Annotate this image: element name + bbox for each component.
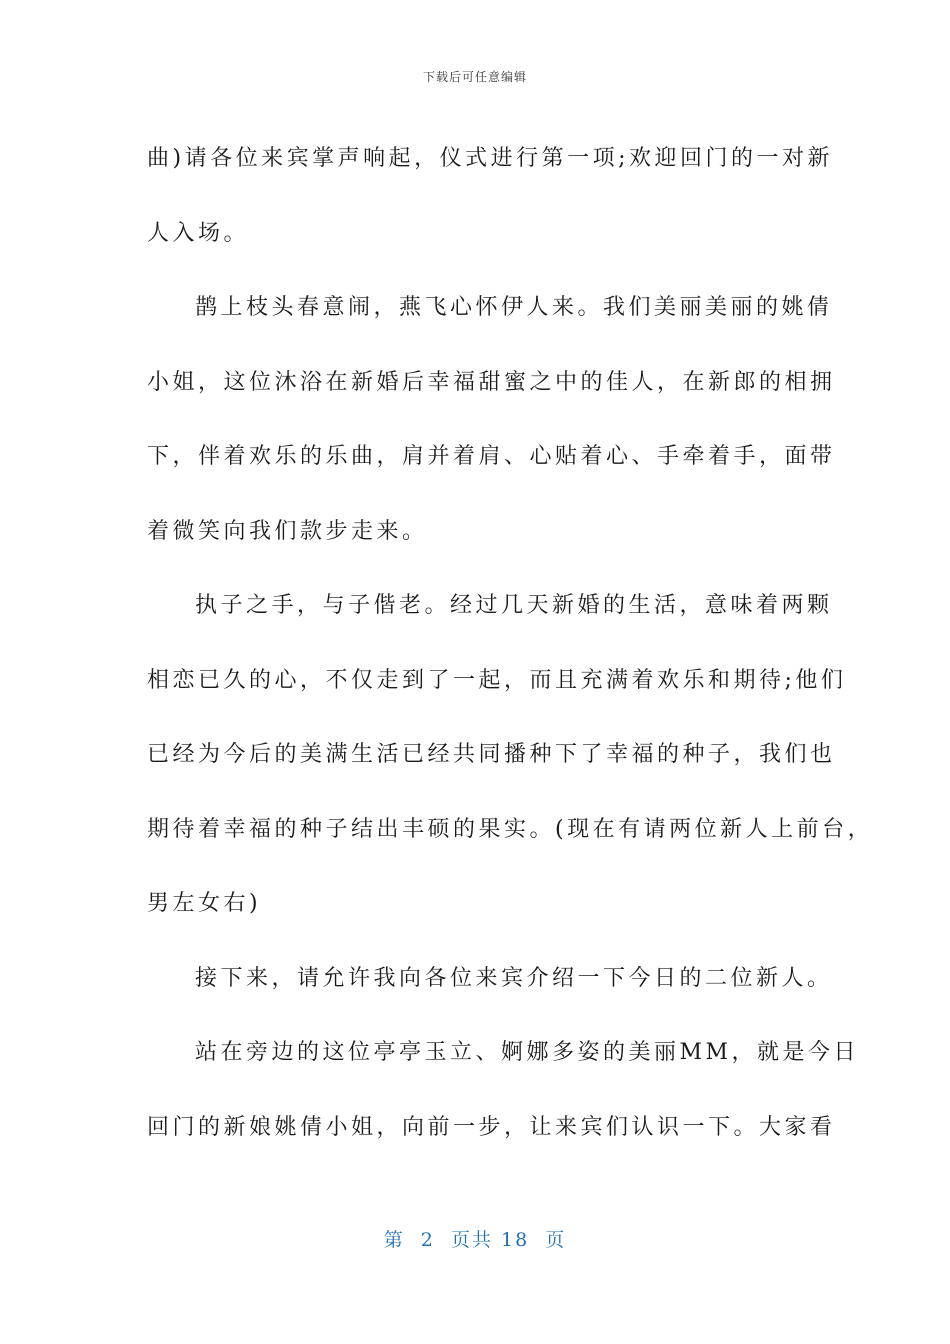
text-line: 执子之手，与子偕老。经过几天新婚的生活，意味着两颗 bbox=[195, 593, 833, 618]
text-line: 站在旁边的这位亭亭玉立、婀娜多姿的美丽MM，就是今日 bbox=[195, 1040, 860, 1065]
page-number-footer: 第 2 页共 18 页 bbox=[383, 1229, 567, 1251]
document-body bbox=[147, 122, 874, 1165]
text-line: 接下来，请允许我向各位来宾介绍一下今日的二位新人。 bbox=[195, 965, 833, 991]
text-line: 着微笑向我们款步走来。 bbox=[147, 518, 428, 544]
paragraph bbox=[147, 122, 833, 271]
paragraph bbox=[147, 569, 874, 942]
text-line: 期待着幸福的种子结出丰硕的果实。(现在有请两位新人上前台， bbox=[147, 816, 874, 842]
page-header: 下载后可任意编辑 bbox=[422, 70, 527, 84]
text-line: 已经为今后的美满生活已经共同播种下了幸福的种子，我们也 bbox=[147, 742, 836, 767]
text-line: 相恋已久的心，不仅走到了一起，而且充满着欢乐和期待;他们 bbox=[147, 667, 847, 693]
text-line: 下，伴着欢乐的乐曲，肩并着肩、心贴着心、手牵着手，面带 bbox=[147, 444, 836, 469]
text-line: 人入场。 bbox=[147, 220, 250, 246]
paragraph bbox=[147, 1016, 860, 1165]
paragraph bbox=[147, 271, 836, 569]
text-line: 男左女右) bbox=[147, 891, 262, 916]
paragraph bbox=[147, 942, 833, 1017]
text-line: 回门的新娘姚倩小姐，向前一步，让来宾们认识一下。大家看 bbox=[147, 1114, 836, 1140]
text-line: 鹊上枝头春意闹，燕飞心怀伊人来。我们美丽美丽的姚倩 bbox=[195, 295, 833, 320]
text-line: 小姐，这位沐浴在新婚后幸福甜蜜之中的佳人，在新郎的相拥 bbox=[147, 369, 836, 395]
text-line: 曲)请各位来宾掌声响起，仪式进行第一项;欢迎回门的一对新 bbox=[147, 146, 833, 171]
